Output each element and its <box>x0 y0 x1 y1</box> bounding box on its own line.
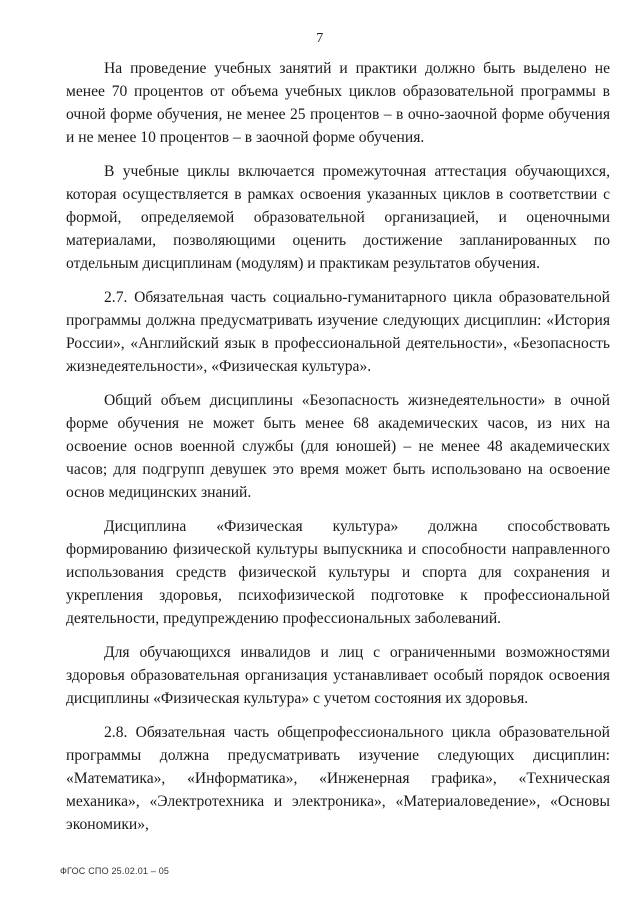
paragraph-intermediate-attestation: В учебные циклы включается промежуточная аттестация обучающихся, которая осуществляется в рамках освоения указанных циклов в соответствии с формой, определяемой образовательной организацией, и оценочными материалами, позволяющими оценить достижение запланированных по отдельным дисциплинам (модулям) и практикам результатов обучения. <box>66 163 610 272</box>
paragraph-disabled-students: Для обучающихся инвалидов и лиц с ограниченными возможностями здоровья образовательная организация устанавливает особый порядок освоения дисциплины «Физическая культура» с учетом состояния их здоровья. <box>66 644 610 707</box>
paragraph-training-hours: На проведение учебных занятий и практики должно быть выделено не менее 70 процентов от объема учебных циклов образовательной программы в очной форме обучения, не менее 25 процентов – в очно-заочной форме обучения и не менее 10 процентов – в заочной форме обучения. <box>66 60 610 146</box>
paragraph-2-8-general-professional-cycle: 2.8. Обязательная часть общепрофессионального цикла образовательной программы должна предусматривать изучение следующих дисциплин: «Математика», «Информатика», «Инженерная графика», «Техническая механика», «Электротехника и электроника», «Материаловедение», «Основы экономики», <box>66 724 610 833</box>
document-body <box>66 57 610 836</box>
page-number: 7 <box>316 31 324 46</box>
paragraph-life-safety-hours: Общий объем дисциплины «Безопасность жизнедеятельности» в очной форме обучения не может быть менее 68 академических часов, из них на освоение основ военной службы (для юношей) – не менее 48 академических часов; для подгрупп девушек это время может быть использовано на освоение основ медицинских знаний. <box>66 392 610 501</box>
paragraph-2-7-social-humanitarian-cycle: 2.7. Обязательная часть социально-гуманитарного цикла образовательной программы должна предусматривать изучение следующих дисциплин: «История России», «Английский язык в профессиональной деятельности», «Безопасность жизнедеятельности», «Физическая культура». <box>66 289 610 375</box>
document-footer-code: ФГОС СПО 25.02.01 – 05 <box>60 866 170 876</box>
paragraph-physical-culture: Дисциплина «Физическая культура» должна способствовать формированию физической культуры выпускника и способности направленного использования средств физической культуры и спорта для сохранения и укрепления здоровья, психофизической подготовке к профессиональной деятельности, предупреждению профессиональных заболеваний. <box>66 518 610 627</box>
